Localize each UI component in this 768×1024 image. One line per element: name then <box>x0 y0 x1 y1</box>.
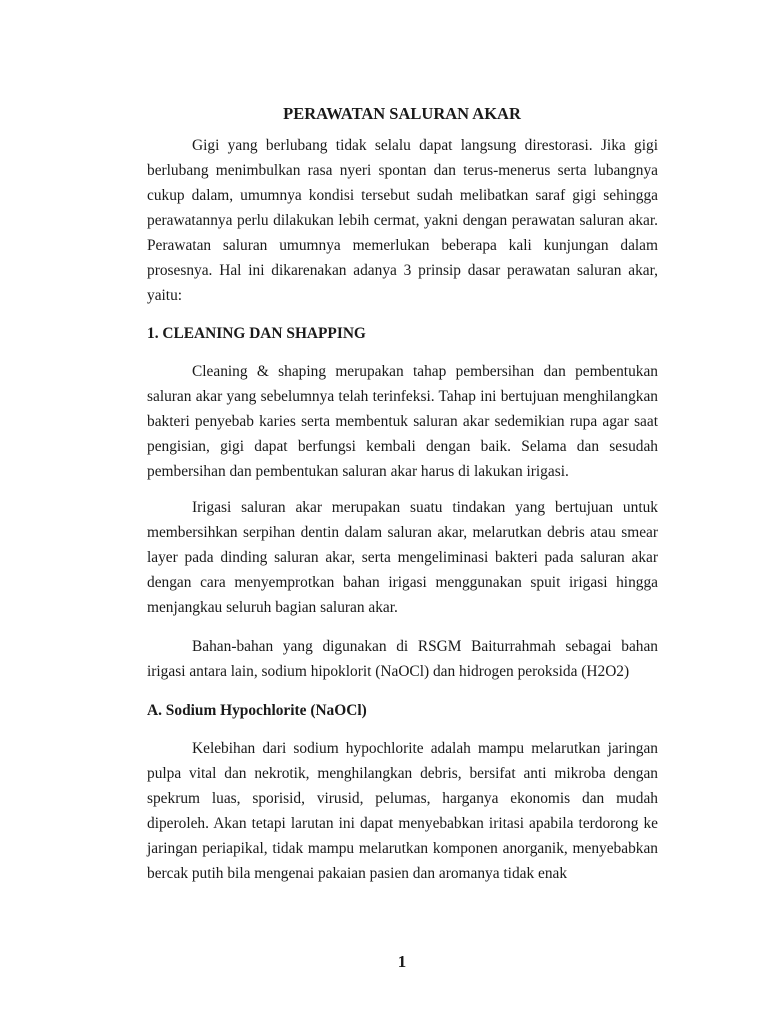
page-number: 1 <box>397 952 407 971</box>
document-title: PERAWATAN SALURAN AKAR <box>283 104 521 123</box>
paragraph-cleaning-shaping: Cleaning & shaping merupakan tahap pembersihan dan pembentukan saluran akar yang sebelumnya telah terinfeksi. Tahap ini bertujuan menghilangkan bakteri penyebab karies serta membentuk saluran akar sedemikian rupa agar saat pengisian, gigi dapat berfungsi kembali dengan baik. Selama dan sesudah pembersihan dan pembentukan saluran akar harus di lakukan irigasi. <box>147 363 658 480</box>
paragraph-irigasi: Irigasi saluran akar merupakan suatu tindakan yang bertujuan untuk membersihkan serpihan dentin dalam saluran akar, melarutkan debris atau smear layer pada dinding saluran akar, serta mengeliminasi bakteri pada saluran akar dengan cara menyemprotkan bahan irigasi menggunakan spuit irigasi hingga menjangkau seluruh bagian saluran akar. <box>147 499 658 616</box>
intro-paragraph: Gigi yang berlubang tidak selalu dapat langsung direstorasi. Jika gigi berlubang menimbulkan rasa nyeri spontan dan terus-menerus serta lubangnya cukup dalam, umumnya kondisi tersebut sudah melibatkan saraf gigi sehingga perawatannya perlu dilakukan lebih cermat, yakni dengan perawatan saluran akar. Perawatan saluran umumnya memerlukan beberapa kali kunjungan dalam prosesnya. Hal ini dikarenakan adanya 3 prinsip dasar perawatan saluran akar, yaitu: <box>147 137 658 304</box>
section-heading-cleaning-shaping: 1. CLEANING DAN SHAPPING <box>147 325 366 342</box>
subsection-heading-naocl: A. Sodium Hypochlorite (NaOCl) <box>147 702 367 719</box>
paragraph-bahan-irigasi: Bahan-bahan yang digunakan di RSGM Baiturrahmah sebagai bahan irigasi antara lain, sodium hipoklorit (NaOCl) dan hidrogen peroksida (H2O2) <box>147 638 658 680</box>
paragraph-naocl: Kelebihan dari sodium hypochlorite adalah mampu melarutkan jaringan pulpa vital dan nekrotik, menghilangkan debris, bersifat anti mikroba dengan spekrum luas, sporisid, virusid, pelumas, harganya ekonomis dan mudah diperoleh. Akan tetapi larutan ini dapat menyebabkan iritasi apabila terdorong ke jaringan periapikal, tidak mampu melarutkan komponen anorganik, menyebabkan bercak putih bila mengenai pakaian pasien dan aromanya tidak enak <box>147 740 658 882</box>
